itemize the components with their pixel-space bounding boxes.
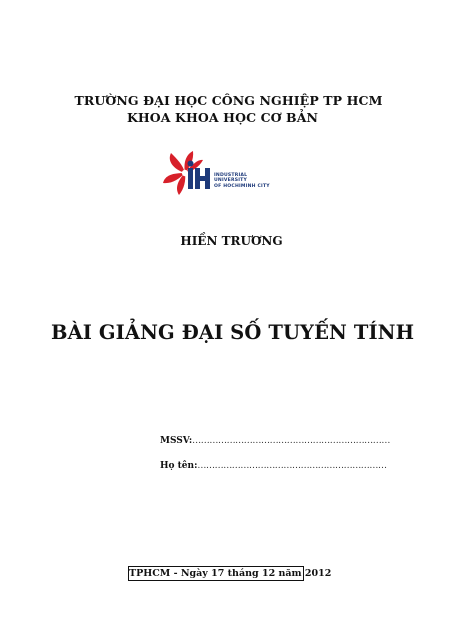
logo-text-line: INDUSTRIAL	[214, 173, 248, 178]
logo-text-line: UNIVERSITY	[214, 178, 247, 184]
author-name: HIỀN TRƯƠNG	[180, 234, 283, 248]
logo-text	[214, 173, 270, 189]
university-logo	[163, 151, 273, 195]
university-name: TRƯỜNG ĐẠI HỌC CÔNG NGHIỆP TP HCM	[74, 93, 383, 108]
document-title: BÀI GIẢNG ĐẠI SỐ TUYẾN TÍNH	[51, 321, 415, 344]
mssv-field	[160, 436, 390, 446]
name-label: Họ tên:	[160, 461, 198, 471]
date-box: TPHCM - Ngày 17 tháng 12 năm 2012	[129, 568, 332, 579]
mssv-label: MSSV:	[160, 436, 193, 446]
name-field	[160, 461, 387, 471]
mssv-blank: ……………………………………………………………	[192, 436, 390, 446]
logo-text-line: OF HOCHIMINH CITY	[214, 183, 270, 189]
name-blank: …………………………………………………………	[197, 461, 387, 471]
faculty-name: KHOA KHOA HỌC CƠ BẢN	[126, 110, 319, 125]
